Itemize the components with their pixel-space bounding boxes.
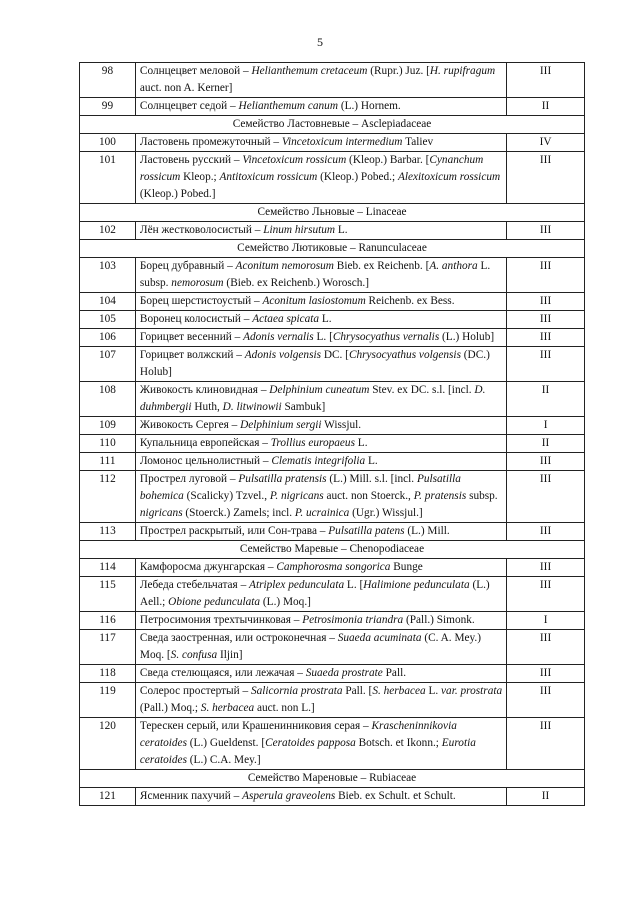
species-row [80, 311, 585, 329]
species-name [135, 718, 506, 770]
text-fragment: Huth, [191, 401, 223, 413]
latin-name-fragment: Suaeda prostrate [305, 667, 383, 679]
species-row [80, 63, 585, 98]
text-fragment: L. subsp. [139, 260, 491, 289]
text-fragment: Борец шерстистоустый – [139, 295, 263, 307]
species-number: 114 [80, 559, 136, 577]
text-fragment: (L.) Holub] [439, 331, 495, 343]
rarity-category: III [507, 63, 585, 98]
species-row [80, 559, 585, 577]
latin-name-fragment: Vincetoxicum rossicum [242, 154, 347, 166]
text-fragment: L. [425, 685, 442, 697]
text-fragment: Bieb. ex Schult. et Schult. [335, 790, 456, 802]
rarity-category: III [507, 453, 585, 471]
latin-name-fragment: A. anthora [429, 260, 478, 272]
text-fragment: Живокость Сергея – [139, 419, 241, 431]
text-fragment: (L.) Moq.] [260, 596, 311, 608]
species-number: 117 [80, 630, 136, 665]
rarity-category: III [507, 152, 585, 204]
text-fragment: Ластовень промежуточный – [139, 136, 282, 148]
species-number: 98 [80, 63, 136, 98]
species-number: 112 [80, 471, 136, 523]
latin-name-fragment: P. pratensis [413, 490, 467, 502]
latin-name-fragment: Salicornia prostrata [250, 685, 343, 697]
species-name [135, 630, 506, 665]
text-fragment: Wissjul. [321, 419, 362, 431]
species-row [80, 152, 585, 204]
text-fragment: (DC.) Holub] [139, 349, 490, 378]
species-row [80, 435, 585, 453]
text-fragment: (L.) Aell.; [139, 579, 490, 608]
family-header-row [80, 116, 585, 134]
latin-name-fragment: Linum hirsutum [263, 224, 336, 236]
latin-name-fragment: Adonis vernalis [243, 331, 314, 343]
species-number: 107 [80, 347, 136, 382]
rarity-category: III [507, 559, 585, 577]
species-number: 105 [80, 311, 136, 329]
species-row [80, 134, 585, 152]
latin-name-fragment: Helianthemum canum [238, 100, 338, 112]
latin-name-fragment: Delphinium cuneatum [269, 384, 370, 396]
species-number: 121 [80, 788, 136, 806]
species-row [80, 293, 585, 311]
species-number: 116 [80, 612, 136, 630]
rarity-category: III [507, 471, 585, 523]
species-name [135, 683, 506, 718]
latin-name-fragment: nigricans [139, 507, 183, 519]
text-fragment: subsp. [466, 490, 498, 502]
text-fragment: auct. non A. Kerner] [139, 82, 233, 94]
species-row [80, 222, 585, 240]
family-name: Семейство Мареновые – Rubiaceae [80, 770, 585, 788]
text-fragment: (Ugr.) Wissjul.] [349, 507, 423, 519]
text-fragment: L. [ [344, 579, 364, 591]
rarity-category: III [507, 222, 585, 240]
species-row [80, 612, 585, 630]
text-fragment: Сведа стелющаяся, или лежачая – [139, 667, 306, 679]
latin-name-fragment: Alexitoxicum rossicum [397, 171, 501, 183]
latin-name-fragment: S. herbacea [372, 685, 426, 697]
rarity-category: III [507, 630, 585, 665]
species-row [80, 788, 585, 806]
text-fragment: (Pall.) Simonk. [403, 614, 475, 626]
text-fragment: Лебеда стебельчатая – [139, 579, 250, 591]
text-fragment: L. [354, 437, 368, 449]
text-fragment: Живокость клиновидная – [139, 384, 270, 396]
text-fragment: auct. non L.] [254, 702, 315, 714]
species-name [135, 63, 506, 98]
latin-name-fragment: Vincetoxicum intermedium [281, 136, 403, 148]
species-number: 101 [80, 152, 136, 204]
latin-name-fragment: D. duhmbergii [139, 384, 486, 413]
species-name [135, 152, 506, 204]
species-name [135, 293, 506, 311]
species-row [80, 630, 585, 665]
rarity-category: III [507, 665, 585, 683]
text-fragment: (L.) Mill. [404, 525, 450, 537]
latin-name-fragment: Delphinium sergii [240, 419, 322, 431]
text-fragment: L. [ [313, 331, 333, 343]
text-fragment: Botsch. et Ikonn.; [355, 737, 442, 749]
species-number: 106 [80, 329, 136, 347]
text-fragment: Петросимония трехтычинковая – [139, 614, 303, 626]
species-name [135, 471, 506, 523]
species-name [135, 788, 506, 806]
text-fragment: Ясменник пахучий – [139, 790, 243, 802]
rarity-category: II [507, 435, 585, 453]
text-fragment: Терескен серый, или Крашенинниковия серая – [139, 720, 372, 732]
latin-name-fragment: Halimione pedunculata [363, 579, 470, 591]
latin-name-fragment: Adonis volgensis [244, 349, 322, 361]
family-name: Семейство Льновые – Linaceae [80, 204, 585, 222]
rarity-category: I [507, 612, 585, 630]
latin-name-fragment: Chrysocyathus volgensis [348, 349, 461, 361]
species-number: 102 [80, 222, 136, 240]
text-fragment: Лён жестковолосистый – [139, 224, 264, 236]
text-fragment: (Kleop.) Pobed.] [139, 188, 216, 200]
species-name [135, 417, 506, 435]
species-number: 111 [80, 453, 136, 471]
species-number: 108 [80, 382, 136, 417]
species-row [80, 683, 585, 718]
text-fragment: Горицвет весенний – [139, 331, 244, 343]
species-row [80, 347, 585, 382]
text-fragment: Kleop.; [180, 171, 220, 183]
text-fragment: (Stoerck.) Zamels; incl. [182, 507, 295, 519]
text-fragment: (Kleop.) Pobed.; [317, 171, 398, 183]
text-fragment: Reichenb. ex Bess. [365, 295, 455, 307]
latin-name-fragment: var. prostrata [441, 685, 503, 697]
text-fragment: L. [335, 224, 348, 236]
species-name [135, 665, 506, 683]
rarity-category: II [507, 788, 585, 806]
species-number: 118 [80, 665, 136, 683]
latin-name-fragment: Atriplex pedunculata [249, 579, 345, 591]
latin-name-fragment: Asperula graveolens [242, 790, 336, 802]
rarity-category: III [507, 329, 585, 347]
species-name [135, 382, 506, 417]
text-fragment: Солнцецвет седой – [139, 100, 239, 112]
latin-name-fragment: H. rupifragum [429, 65, 496, 77]
text-fragment: Солерос простертый – [139, 685, 251, 697]
rarity-category: III [507, 311, 585, 329]
text-fragment: (Rupr.) Juz. [ [367, 65, 430, 77]
species-number: 99 [80, 98, 136, 116]
species-row [80, 718, 585, 770]
species-table-body [80, 63, 585, 806]
text-fragment: Борец дубравный – [139, 260, 236, 272]
text-fragment: (Scalicky) Tzvel., [183, 490, 270, 502]
text-fragment: Pall. [382, 667, 407, 679]
latin-name-fragment: Eurotia ceratoides [139, 737, 476, 766]
rarity-category: III [507, 523, 585, 541]
text-fragment: Taliev [402, 136, 434, 148]
text-fragment: (Kleop.) Barbar. [ [346, 154, 430, 166]
text-fragment: (L.) Mill. s.l. [incl. [326, 473, 417, 485]
text-fragment: Bieb. ex Reichenb. [ [333, 260, 430, 272]
latin-name-fragment: S. herbacea [200, 702, 255, 714]
latin-name-fragment: nemorosum [171, 277, 224, 289]
species-number: 120 [80, 718, 136, 770]
species-name [135, 559, 506, 577]
species-row [80, 98, 585, 116]
latin-name-fragment: Pulsatilla bohemica [139, 473, 461, 502]
text-fragment: Купальница европейская – [139, 437, 271, 449]
species-row [80, 329, 585, 347]
species-table [79, 62, 585, 806]
species-name [135, 612, 506, 630]
latin-name-fragment: Pulsatilla patens [328, 525, 405, 537]
text-fragment: (L.) Hornem. [338, 100, 401, 112]
page-number: 5 [317, 35, 323, 49]
latin-name-fragment: S. confusa [170, 649, 218, 661]
species-name [135, 577, 506, 612]
latin-name-fragment: Aconitum nemorosum [235, 260, 334, 272]
text-fragment: Sambuk] [281, 401, 326, 413]
rarity-category: III [507, 347, 585, 382]
species-row [80, 523, 585, 541]
latin-name-fragment: Helianthemum cretaceum [251, 65, 368, 77]
latin-name-fragment: Actaea spicata [252, 313, 320, 325]
text-fragment: (L.) C.A. Mey.] [186, 754, 261, 766]
text-fragment: (C. A. Mey.) Moq. [ [139, 632, 482, 661]
latin-name-fragment: Aconitum lasiostomum [262, 295, 366, 307]
text-fragment: Ломонос цельнолистный – [139, 455, 272, 467]
latin-name-fragment: D. litwinowii [222, 401, 282, 413]
species-name [135, 134, 506, 152]
species-name [135, 329, 506, 347]
latin-name-fragment: Antitoxicum rossicum [219, 171, 318, 183]
family-name: Семейство Лютиковые – Ranunculaceae [80, 240, 585, 258]
rarity-category: III [507, 293, 585, 311]
species-name [135, 435, 506, 453]
text-fragment: Воронец колосистый – [139, 313, 253, 325]
text-fragment: auct. non Stoerck., [323, 490, 414, 502]
latin-name-fragment: Cynanchum rossicum [139, 154, 484, 183]
family-header-row [80, 204, 585, 222]
species-row [80, 665, 585, 683]
rarity-category: III [507, 718, 585, 770]
latin-name-fragment: Clematis integrifolia [271, 455, 366, 467]
rarity-category: II [507, 98, 585, 116]
species-name [135, 98, 506, 116]
species-name [135, 311, 506, 329]
text-fragment: Солнцецвет меловой – [139, 65, 252, 77]
text-fragment: Камфоросма джунгарская – [139, 561, 277, 573]
species-row [80, 577, 585, 612]
text-fragment: DC. [ [321, 349, 349, 361]
latin-name-fragment: Camphorosma songorica [276, 561, 391, 573]
species-name [135, 258, 506, 293]
species-number: 103 [80, 258, 136, 293]
species-name [135, 347, 506, 382]
species-number: 104 [80, 293, 136, 311]
latin-name-fragment: Petrosimonia triandra [302, 614, 404, 626]
family-header-row [80, 240, 585, 258]
latin-name-fragment: P. nigricans [269, 490, 324, 502]
text-fragment: Pall. [ [342, 685, 373, 697]
latin-name-fragment: Suaeda acuminata [337, 632, 422, 644]
family-header-row [80, 770, 585, 788]
latin-name-fragment: Pulsatilla pratensis [238, 473, 327, 485]
species-number: 113 [80, 523, 136, 541]
species-row [80, 382, 585, 417]
text-fragment: Прострел луговой – [139, 473, 239, 485]
text-fragment: Iljin] [217, 649, 243, 661]
family-name: Семейство Ластовневые – Asclepiadaceae [80, 116, 585, 134]
rarity-category: III [507, 683, 585, 718]
species-number: 115 [80, 577, 136, 612]
text-fragment: Сведа заостренная, или остроконечная – [139, 632, 338, 644]
species-number: 100 [80, 134, 136, 152]
species-row [80, 417, 585, 435]
latin-name-fragment: Krascheninnikovia ceratoides [139, 720, 457, 749]
text-fragment: Горицвет волжский – [139, 349, 245, 361]
text-fragment: Bunge [390, 561, 423, 573]
text-fragment: L. [319, 313, 332, 325]
species-row [80, 453, 585, 471]
text-fragment: Прострел раскрытый, или Сон-трава – [139, 525, 329, 537]
species-name [135, 222, 506, 240]
rarity-category: IV [507, 134, 585, 152]
latin-name-fragment: Ceratoides papposa [265, 737, 356, 749]
text-fragment: (Pall.) Moq.; [139, 702, 201, 714]
species-number: 109 [80, 417, 136, 435]
latin-name-fragment: P. ucrainica [294, 507, 350, 519]
family-header-row [80, 541, 585, 559]
text-fragment: (Bieb. ex Reichenb.) Worosch.] [223, 277, 369, 289]
species-name [135, 453, 506, 471]
latin-name-fragment: Obione pedunculata [168, 596, 261, 608]
species-row [80, 258, 585, 293]
species-row [80, 471, 585, 523]
latin-name-fragment: Chrysocyathus vernalis [332, 331, 440, 343]
rarity-category: III [507, 577, 585, 612]
species-number: 119 [80, 683, 136, 718]
rarity-category: I [507, 417, 585, 435]
text-fragment: Stev. ex DC. s.l. [incl. [369, 384, 475, 396]
species-name [135, 523, 506, 541]
rarity-category: III [507, 258, 585, 293]
text-fragment: Ластовень русский – [139, 154, 243, 166]
text-fragment: (L.) Gueldenst. [ [186, 737, 266, 749]
family-name: Семейство Маревые – Chenopodiaceae [80, 541, 585, 559]
rarity-category: II [507, 382, 585, 417]
text-fragment: L. [365, 455, 378, 467]
species-number: 110 [80, 435, 136, 453]
latin-name-fragment: Trollius europaeus [270, 437, 355, 449]
